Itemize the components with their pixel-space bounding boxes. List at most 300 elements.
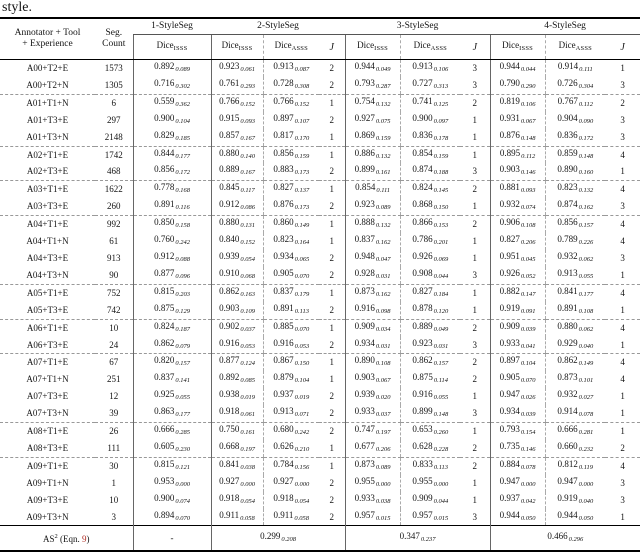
dice-isss-4-cell: $0.876_{0.148}$	[490, 129, 545, 146]
j-3-cell: 3	[460, 163, 490, 180]
dice-asss-3-cell: $0.878_{0.120}$	[400, 302, 460, 319]
table-row	[0, 112, 640, 129]
seg-count-cell: 61	[109, 236, 119, 247]
table-row	[0, 440, 640, 457]
dice-isss-2-cell: $0.916_{0.053}$	[211, 337, 263, 354]
j-2-cell: 2	[319, 77, 345, 94]
dice-asss-2-cell: $0.860_{0.149}$	[263, 216, 319, 233]
table-row	[0, 388, 640, 405]
footer-value-3styleseg: $0.347_{0.237}$	[345, 526, 490, 552]
table-row	[0, 509, 640, 526]
seg-count-cell: 992	[107, 219, 121, 230]
dice-isss-4-cell: $0.903_{0.146}$	[490, 163, 545, 180]
header-seg-count: Seg. Count	[95, 18, 133, 60]
caption-text: style.	[2, 0, 32, 15]
dice-asss-4-cell: $0.666_{0.281}$	[545, 423, 605, 440]
seg-count-cell: 1622	[104, 184, 123, 195]
dice-asss-4-cell: $0.862_{0.149}$	[545, 354, 605, 371]
dice-isss-3-cell: $0.677_{0.206}$	[345, 440, 400, 457]
j-2-cell: 1	[329, 97, 335, 108]
dice-isss-2-cell: $0.927_{0.000}$	[211, 475, 263, 492]
dice-asss-4-cell: $0.823_{0.132}$	[545, 181, 605, 198]
j-3-cell: 2	[472, 219, 478, 230]
dice-asss-3-cell: $0.653_{0.260}$	[400, 423, 460, 440]
dice-asss-3-cell: $0.923_{0.031}$	[400, 337, 460, 354]
annotator-cell: A02+T3+E	[0, 163, 95, 180]
dice-isss-1-cell: $0.894_{0.070}$	[133, 509, 211, 526]
header-j-3: J	[460, 35, 490, 60]
dice-isss-1-cell: $0.863_{0.177}$	[133, 405, 211, 422]
dice-isss-3-cell: $0.747_{0.197}$	[345, 423, 400, 440]
dice-asss-4-cell: $0.856_{0.157}$	[545, 216, 605, 233]
j-3-cell: 2	[472, 374, 478, 385]
dice-isss-2-cell: $0.840_{0.152}$	[211, 233, 263, 250]
dice-isss-2-cell: $0.750_{0.161}$	[211, 423, 263, 440]
j-4-cell: 1	[620, 426, 625, 437]
dice-asss-3-cell: $0.836_{0.178}$	[400, 129, 460, 146]
dice-isss-4-cell: $0.882_{0.147}$	[490, 284, 545, 301]
dice-isss-1-cell: $0.760_{0.242}$	[133, 233, 211, 250]
j-3-cell: 1	[460, 302, 490, 319]
dice-asss-2-cell: $0.879_{0.104}$	[263, 371, 319, 388]
dice-asss-2-cell: $0.927_{0.000}$	[263, 475, 319, 492]
header-group-3styleseg: 3-StyleSeg	[345, 18, 490, 35]
j-4-cell: 4	[620, 184, 625, 195]
j-4-cell: 3	[620, 494, 625, 505]
header-dice-isss-1: Dice$_{ISSS}$	[133, 35, 211, 60]
j-2-cell: 2	[329, 511, 335, 522]
dice-isss-1-cell: $0.953_{0.000}$	[133, 475, 211, 492]
dice-isss-2-cell: $0.918_{0.061}$	[211, 405, 263, 422]
footer-row	[0, 526, 640, 552]
annotator-cell: A07+T1+N	[26, 374, 69, 385]
j-2-cell: 2	[319, 198, 345, 215]
dice-isss-2-cell: $0.880_{0.131}$	[211, 216, 263, 233]
header-j-4: J	[605, 35, 640, 60]
dice-isss-4-cell: $0.897_{0.104}$	[490, 354, 545, 371]
seg-count-cell: 3	[111, 511, 116, 522]
j-2-cell: 2	[319, 302, 345, 319]
dice-asss-2-cell: $0.823_{0.164}$	[263, 233, 319, 250]
annotator-cell: A01+T1+N	[26, 97, 69, 108]
dice-asss-4-cell: $0.890_{0.160}$	[545, 163, 605, 180]
footer-value-4styleseg: $0.466_{0.296}$	[490, 526, 640, 552]
dice-isss-3-cell: $0.888_{0.132}$	[345, 216, 400, 233]
dice-asss-2-cell: $0.918_{0.054}$	[263, 492, 319, 509]
j-4-cell: 1	[605, 267, 640, 284]
j-3-cell: 2	[472, 460, 478, 471]
header-j-2: J	[319, 35, 345, 60]
j-3-cell: 3	[472, 63, 478, 73]
annotator-cell: A03+T1+E	[26, 184, 69, 195]
j-3-cell: 2	[472, 184, 478, 195]
dice-isss-3-cell: $0.909_{0.034}$	[345, 319, 400, 336]
dice-isss-3-cell: $0.934_{0.031}$	[345, 337, 400, 354]
dice-isss-1-cell: $0.856_{0.172}$	[133, 163, 211, 180]
dice-asss-3-cell: $0.900_{0.097}$	[400, 112, 460, 129]
j-3-cell: 3	[460, 267, 490, 284]
dice-asss-2-cell: $0.817_{0.170}$	[263, 129, 319, 146]
annotator-cell: A06+T1+E	[26, 322, 69, 333]
dice-isss-1-cell: $0.912_{0.088}$	[133, 250, 211, 267]
dice-isss-3-cell: $0.923_{0.089}$	[345, 198, 400, 215]
seg-count-cell: 111	[95, 440, 133, 457]
dice-asss-4-cell: $0.660_{0.232}$	[545, 440, 605, 457]
table-row	[0, 371, 640, 388]
footer-as2-label: $AS^2$ (Eqn. 9)	[0, 526, 133, 552]
dice-asss-2-cell: $0.885_{0.070}$	[263, 319, 319, 336]
dice-asss-3-cell: $0.824_{0.145}$	[400, 181, 460, 198]
dice-asss-3-cell: $0.862_{0.157}$	[400, 354, 460, 371]
dice-isss-1-cell: $0.925_{0.055}$	[133, 388, 211, 405]
dice-asss-3-cell: $0.833_{0.113}$	[400, 457, 460, 474]
j-2-cell: 1	[329, 219, 335, 230]
dice-isss-2-cell: $0.910_{0.068}$	[211, 267, 263, 284]
dice-asss-4-cell: $0.789_{0.226}$	[545, 233, 605, 250]
annotator-cell: A04+T3+E	[26, 252, 69, 263]
dice-isss-1-cell: $0.605_{0.230}$	[133, 440, 211, 457]
header-group-2styleseg: 2-StyleSeg	[211, 18, 345, 35]
dice-isss-2-cell: $0.923_{0.061}$	[211, 60, 263, 77]
dice-isss-2-cell: $0.841_{0.038}$	[211, 457, 263, 474]
table-row	[0, 457, 640, 474]
dice-asss-2-cell: $0.876_{0.173}$	[263, 198, 319, 215]
annotator-cell: A07+T1+E	[26, 357, 69, 368]
dice-isss-2-cell: $0.939_{0.054}$	[211, 250, 263, 267]
dice-isss-2-cell: $0.880_{0.140}$	[211, 146, 263, 163]
j-4-cell: 3	[605, 129, 640, 146]
dice-isss-4-cell: $0.793_{0.154}$	[490, 423, 545, 440]
dice-isss-2-cell: $0.902_{0.037}$	[211, 319, 263, 336]
j-2-cell: 2	[319, 405, 345, 422]
j-3-cell: 1	[472, 391, 478, 402]
seg-count-cell: 260	[95, 198, 133, 215]
table-row	[0, 181, 640, 198]
table-row	[0, 94, 640, 111]
dice-asss-2-cell: $0.827_{0.137}$	[263, 181, 319, 198]
table-row	[0, 216, 640, 233]
j-4-cell: 3	[605, 198, 640, 215]
dice-asss-2-cell: $0.905_{0.070}$	[263, 267, 319, 284]
dice-asss-3-cell: $0.926_{0.069}$	[400, 250, 460, 267]
dice-isss-2-cell: $0.877_{0.124}$	[211, 354, 263, 371]
seg-count-cell: 1742	[104, 149, 123, 160]
j-2-cell: 1	[329, 460, 335, 471]
dice-asss-3-cell: $0.628_{0.228}$	[400, 440, 460, 457]
seg-count-cell: 10	[109, 494, 119, 505]
dice-isss-3-cell: $0.928_{0.031}$	[345, 267, 400, 284]
j-3-cell: 2	[472, 357, 478, 368]
dice-isss-4-cell: $0.944_{0.050}$	[490, 509, 545, 526]
dice-asss-2-cell: $0.680_{0.242}$	[263, 423, 319, 440]
dice-isss-2-cell: $0.889_{0.167}$	[211, 163, 263, 180]
dice-asss-3-cell: $0.899_{0.148}$	[400, 405, 460, 422]
dice-isss-3-cell: $0.957_{0.015}$	[345, 509, 400, 526]
j-4-cell: 4	[620, 460, 625, 471]
j-4-cell: 1	[605, 163, 640, 180]
dice-isss-2-cell: $0.911_{0.058}$	[211, 509, 263, 526]
j-4-cell: 1	[620, 391, 625, 402]
dice-isss-2-cell: $0.766_{0.152}$	[211, 94, 263, 111]
j-4-cell: 1	[605, 337, 640, 354]
dice-isss-1-cell: $0.891_{0.116}$	[133, 198, 211, 215]
dice-isss-1-cell: $0.862_{0.079}$	[133, 337, 211, 354]
table-row	[0, 198, 640, 215]
annotator-cell: A09+T1+N	[26, 477, 69, 488]
j-2-cell: 2	[319, 337, 345, 354]
j-4-cell: 2	[605, 440, 640, 457]
dice-isss-1-cell: $0.875_{0.129}$	[133, 302, 211, 319]
dice-asss-4-cell: $0.904_{0.090}$	[545, 112, 605, 129]
annotator-cell: A00+T2+E	[26, 63, 69, 73]
dice-isss-3-cell: $0.903_{0.067}$	[345, 371, 400, 388]
dice-asss-3-cell: $0.741_{0.125}$	[400, 94, 460, 111]
dice-asss-4-cell: $0.914_{0.111}$	[545, 60, 605, 77]
j-2-cell: 1	[329, 374, 335, 385]
dice-asss-2-cell: $0.913_{0.087}$	[263, 60, 319, 77]
table-row	[0, 284, 640, 301]
seg-count-cell: 6	[111, 97, 116, 108]
seg-count-cell: 468	[95, 163, 133, 180]
dice-asss-2-cell: $0.626_{0.210}$	[263, 440, 319, 457]
dice-isss-2-cell: $0.915_{0.093}$	[211, 112, 263, 129]
dice-asss-2-cell: $0.934_{0.065}$	[263, 250, 319, 267]
seg-count-cell: 67	[109, 357, 119, 368]
dice-asss-4-cell: $0.913_{0.055}$	[545, 267, 605, 284]
j-3-cell: 2	[472, 322, 478, 333]
j-4-cell: 4	[620, 236, 625, 247]
dice-isss-4-cell: $0.919_{0.091}$	[490, 302, 545, 319]
dice-isss-3-cell: $0.939_{0.020}$	[345, 388, 400, 405]
dice-asss-3-cell: $0.786_{0.201}$	[400, 233, 460, 250]
j-3-cell: 1	[460, 129, 490, 146]
j-3-cell: 2	[460, 440, 490, 457]
table-row	[0, 354, 640, 371]
j-2-cell: 1	[329, 184, 335, 195]
annotator-cell: A09+T3+N	[26, 511, 69, 522]
table-row	[0, 129, 640, 146]
dice-isss-1-cell: $0.892_{0.089}$	[133, 60, 211, 77]
dice-isss-2-cell: $0.761_{0.293}$	[211, 77, 263, 94]
dice-isss-2-cell: $0.862_{0.163}$	[211, 284, 263, 301]
dice-isss-1-cell: $0.559_{0.362}$	[133, 94, 211, 111]
header-dice-isss-3: Dice$_{ISSS}$	[345, 35, 400, 60]
j-4-cell: 1	[605, 302, 640, 319]
dice-asss-2-cell: $0.867_{0.150}$	[263, 354, 319, 371]
seg-count-cell: 26	[109, 426, 119, 437]
dice-isss-4-cell: $0.947_{0.026}$	[490, 388, 545, 405]
dice-isss-3-cell: $0.899_{0.161}$	[345, 163, 400, 180]
dice-asss-3-cell: $0.866_{0.153}$	[400, 216, 460, 233]
seg-count-cell: 1573	[104, 63, 123, 73]
seg-count-cell: 297	[107, 114, 121, 125]
results-table	[0, 17, 640, 552]
seg-count-cell: 1	[111, 477, 116, 488]
dice-isss-3-cell: $0.873_{0.162}$	[345, 284, 400, 301]
dice-isss-4-cell: $0.735_{0.146}$	[490, 440, 545, 457]
dice-asss-4-cell: $0.932_{0.027}$	[545, 388, 605, 405]
dice-isss-3-cell: $0.916_{0.098}$	[345, 302, 400, 319]
dice-isss-2-cell: $0.912_{0.086}$	[211, 198, 263, 215]
dice-asss-3-cell: $0.908_{0.044}$	[400, 267, 460, 284]
j-2-cell: 2	[329, 114, 335, 125]
table-row	[0, 492, 640, 509]
annotator-cell: A03+T3+E	[0, 198, 95, 215]
dice-asss-3-cell: $0.913_{0.106}$	[400, 60, 460, 77]
dice-asss-2-cell: $0.911_{0.058}$	[263, 509, 319, 526]
j-4-cell: 4	[620, 287, 625, 298]
annotator-cell: A01+T3+E	[26, 114, 69, 125]
dice-asss-3-cell: $0.955_{0.000}$	[400, 475, 460, 492]
dice-asss-4-cell: $0.919_{0.040}$	[545, 492, 605, 509]
j-2-cell: 1	[329, 149, 335, 160]
dice-asss-3-cell: $0.827_{0.184}$	[400, 284, 460, 301]
dice-isss-3-cell: $0.754_{0.132}$	[345, 94, 400, 111]
seg-count-cell: 742	[95, 302, 133, 319]
j-3-cell: 1	[472, 236, 478, 247]
dice-isss-4-cell: $0.895_{0.112}$	[490, 146, 545, 163]
dice-isss-2-cell: $0.668_{0.197}$	[211, 440, 263, 457]
seg-count-cell: 2148	[95, 129, 133, 146]
table-body	[0, 60, 640, 526]
dice-isss-1-cell: $0.900_{0.104}$	[133, 112, 211, 129]
dice-isss-1-cell: $0.820_{0.157}$	[133, 354, 211, 371]
seg-count-cell: 1305	[95, 77, 133, 94]
j-2-cell: 1	[319, 129, 345, 146]
dice-isss-3-cell: $0.890_{0.108}$	[345, 354, 400, 371]
dice-asss-2-cell: $0.937_{0.019}$	[263, 388, 319, 405]
dice-asss-2-cell: $0.784_{0.156}$	[263, 457, 319, 474]
header-dice-isss-4: Dice$_{ISSS}$	[490, 35, 545, 60]
j-2-cell: 1	[329, 236, 335, 247]
header-dice-asss-4: Dice$_{ASSS}$	[545, 35, 605, 60]
table-row	[0, 77, 640, 94]
header-dice-asss-2: Dice$_{ASSS}$	[263, 35, 319, 60]
j-4-cell: 1	[620, 511, 625, 522]
j-3-cell: 1	[472, 426, 478, 437]
footer-value-2styleseg: $0.299_{0.208}$	[211, 526, 345, 552]
equation-ref[interactable]: 9	[82, 534, 87, 545]
dice-asss-4-cell: $0.874_{0.162}$	[545, 198, 605, 215]
dice-isss-4-cell: $0.932_{0.074}$	[490, 198, 545, 215]
dice-isss-2-cell: $0.845_{0.117}$	[211, 181, 263, 198]
dice-isss-3-cell: $0.955_{0.000}$	[345, 475, 400, 492]
j-2-cell: 2	[319, 163, 345, 180]
dice-asss-2-cell: $0.856_{0.159}$	[263, 146, 319, 163]
j-4-cell: 4	[620, 219, 625, 230]
header-dice-isss-2: Dice$_{ISSS}$	[211, 35, 263, 60]
dice-isss-4-cell: $0.947_{0.000}$	[490, 475, 545, 492]
j-2-cell: 1	[329, 287, 335, 298]
dice-asss-2-cell: $0.891_{0.113}$	[263, 302, 319, 319]
dice-isss-3-cell: $0.793_{0.287}$	[345, 77, 400, 94]
dice-isss-1-cell: $0.815_{0.203}$	[133, 284, 211, 301]
dice-isss-3-cell: $0.837_{0.162}$	[345, 233, 400, 250]
table-row	[0, 146, 640, 163]
j-4-cell: 4	[620, 149, 625, 160]
dice-isss-2-cell: $0.938_{0.019}$	[211, 388, 263, 405]
j-3-cell: 1	[472, 114, 478, 125]
dice-isss-4-cell: $0.905_{0.070}$	[490, 371, 545, 388]
j-2-cell: 2	[329, 63, 335, 73]
seg-count-cell: 90	[95, 267, 133, 284]
dice-asss-3-cell: $0.889_{0.049}$	[400, 319, 460, 336]
annotator-cell: A04+T3+N	[0, 267, 95, 284]
annotator-cell: A08+T3+E	[0, 440, 95, 457]
table-row	[0, 337, 640, 354]
dice-isss-4-cell: $0.884_{0.078}$	[490, 457, 545, 474]
dice-asss-3-cell: $0.916_{0.055}$	[400, 388, 460, 405]
annotator-cell: A01+T3+N	[0, 129, 95, 146]
table-row	[0, 302, 640, 319]
dice-asss-4-cell: $0.880_{0.062}$	[545, 319, 605, 336]
j-4-cell: 1	[620, 63, 625, 73]
table-row	[0, 267, 640, 284]
j-3-cell: 1	[472, 477, 478, 488]
dice-asss-2-cell: $0.883_{0.173}$	[263, 163, 319, 180]
dice-asss-4-cell: $0.767_{0.112}$	[545, 94, 605, 111]
dice-isss-3-cell: $0.944_{0.049}$	[345, 60, 400, 77]
annotator-cell: A05+T3+E	[0, 302, 95, 319]
dice-isss-2-cell: $0.857_{0.167}$	[211, 129, 263, 146]
j-2-cell: 2	[329, 477, 335, 488]
dice-isss-4-cell: $0.937_{0.042}$	[490, 492, 545, 509]
j-3-cell: 1	[472, 252, 478, 263]
j-4-cell: 3	[605, 77, 640, 94]
j-4-cell: 1	[605, 405, 640, 422]
header-dice-asss-3: Dice$_{ASSS}$	[400, 35, 460, 60]
dice-asss-4-cell: $0.859_{0.148}$	[545, 146, 605, 163]
annotator-cell: A04+T1+N	[26, 236, 69, 247]
j-4-cell: 4	[620, 374, 625, 385]
j-3-cell: 3	[460, 77, 490, 94]
seg-count-cell: 24	[95, 337, 133, 354]
dice-isss-3-cell: $0.854_{0.111}$	[345, 181, 400, 198]
dice-isss-4-cell: $0.931_{0.067}$	[490, 112, 545, 129]
j-2-cell: 2	[319, 267, 345, 284]
dice-isss-4-cell: $0.944_{0.044}$	[490, 60, 545, 77]
j-2-cell: 2	[329, 494, 335, 505]
annotator-cell: A08+T1+E	[26, 426, 69, 437]
annotator-cell: A04+T1+E	[26, 219, 69, 230]
dice-isss-1-cell: $0.844_{0.177}$	[133, 146, 211, 163]
j-2-cell: 2	[329, 252, 335, 263]
dice-isss-1-cell: $0.837_{0.141}$	[133, 371, 211, 388]
dice-isss-4-cell: $0.790_{0.290}$	[490, 77, 545, 94]
dice-isss-1-cell: $0.666_{0.285}$	[133, 423, 211, 440]
j-3-cell: 3	[472, 511, 478, 522]
table-row	[0, 163, 640, 180]
dice-isss-1-cell: $0.877_{0.096}$	[133, 267, 211, 284]
dice-asss-4-cell: $0.841_{0.177}$	[545, 284, 605, 301]
j-4-cell: 3	[620, 114, 625, 125]
annotator-cell: A05+T1+E	[26, 287, 69, 298]
seg-count-cell: 30	[109, 460, 119, 471]
seg-count-cell: 752	[107, 287, 121, 298]
dice-asss-4-cell: $0.914_{0.078}$	[545, 405, 605, 422]
dice-isss-4-cell: $0.909_{0.039}$	[490, 319, 545, 336]
dice-asss-4-cell: $0.947_{0.000}$	[545, 475, 605, 492]
dice-isss-3-cell: $0.933_{0.037}$	[345, 405, 400, 422]
annotator-cell: A07+T3+N	[0, 405, 95, 422]
dice-isss-3-cell: $0.927_{0.075}$	[345, 112, 400, 129]
j-2-cell: 1	[329, 322, 335, 333]
j-3-cell: 3	[460, 405, 490, 422]
dice-isss-2-cell: $0.903_{0.109}$	[211, 302, 263, 319]
dice-isss-1-cell: $0.778_{0.168}$	[133, 181, 211, 198]
dice-asss-4-cell: $0.929_{0.040}$	[545, 337, 605, 354]
dice-isss-4-cell: $0.906_{0.108}$	[490, 216, 545, 233]
